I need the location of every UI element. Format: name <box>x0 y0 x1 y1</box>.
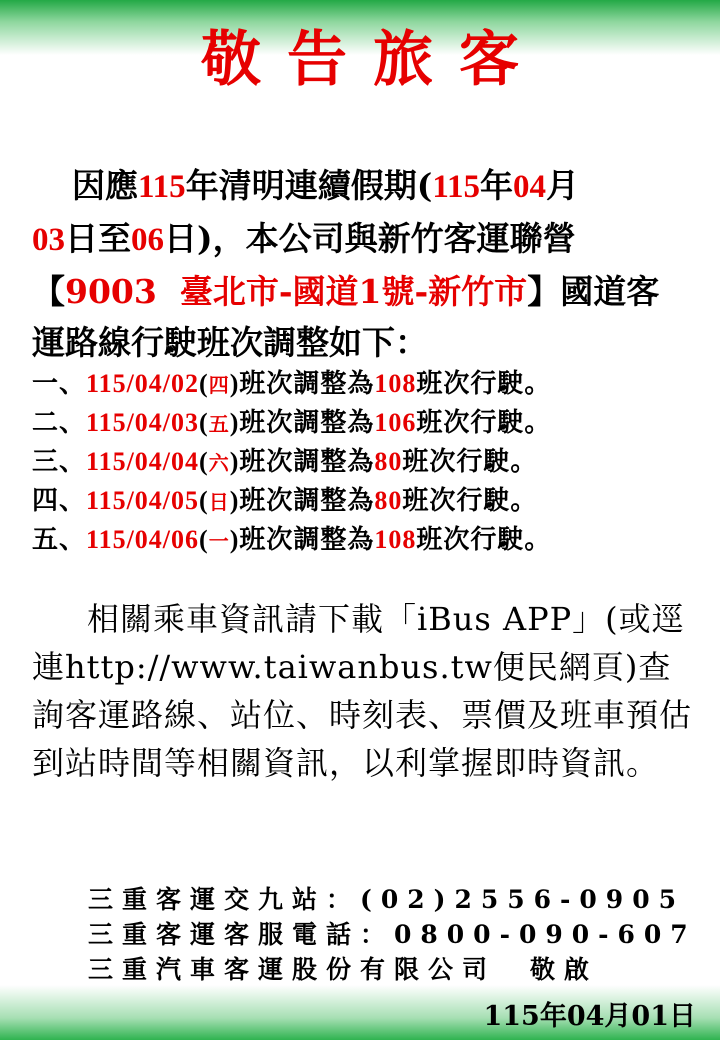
schedule-count: 108 <box>374 369 417 398</box>
intro-day-from: 03 <box>32 222 65 258</box>
schedule-date: 115/04/05 <box>86 486 200 515</box>
route-bracket-open: 【 <box>32 272 65 311</box>
route-bracket-close: 】 <box>527 272 561 311</box>
list-index: 一、 <box>32 369 87 399</box>
schedule-text: 班次調整為 <box>239 408 375 438</box>
intro-month: 04 <box>513 169 546 205</box>
contact-line: 三重客運客服電話：0800-090-607 <box>88 920 697 949</box>
schedule-text: 班次調整為 <box>239 369 375 399</box>
schedule-count: 106 <box>374 408 417 437</box>
schedule-text: 班次調整為 <box>239 447 375 477</box>
info-text: 相關乘車資訊請下載「iBus APP」(或逕連http://www.taiwanbus.tw便民網頁)查詢客運路線、站位、時刻表、票價及班車預估到站時間等相關資訊，以利掌握即時資訊。 <box>32 600 693 782</box>
info-paragraph <box>32 595 692 787</box>
list-item: 五、115/04/06(一)班次調整為108班次行駛。 <box>32 525 552 555</box>
schedule-count: 80 <box>374 447 403 476</box>
list-item: 二、115/04/03(五)班次調整為106班次行駛。 <box>32 408 552 438</box>
intro-text: 日至 <box>65 219 131 258</box>
list-item: 一、115/04/02(四)班次調整為108班次行駛。 <box>32 369 552 399</box>
intro-year: 115 <box>432 169 480 205</box>
intro-paragraph <box>32 160 692 368</box>
schedule-weekday: 一 <box>208 529 230 553</box>
schedule-date: 115/04/03 <box>86 408 200 437</box>
intro-text: 因應 <box>72 166 138 205</box>
schedule-count: 108 <box>374 525 417 554</box>
schedule-weekday: 五 <box>208 412 230 436</box>
list-index: 三、 <box>32 447 87 477</box>
schedule-suffix: 班次行駛。 <box>402 486 538 516</box>
signature-line: 三重汽車客運股份有限公司 敬啟 <box>88 955 599 984</box>
schedule-suffix: 班次行駛。 <box>402 447 538 477</box>
schedule-weekday: 四 <box>208 373 230 397</box>
list-item: 三、115/04/04(六)班次調整為80班次行駛。 <box>32 447 538 477</box>
list-item: 四、115/04/05(日)班次調整為80班次行駛。 <box>32 486 538 516</box>
schedule-list <box>32 365 692 560</box>
intro-day-to: 06 <box>131 222 164 258</box>
contact-line: 三重客運交九站：(02)2556-0905 <box>88 885 685 914</box>
page-title: 敬告旅客 <box>201 25 545 95</box>
schedule-weekday: 日 <box>208 490 230 514</box>
intro-text: 國道客運路線行駛班次調整如下： <box>32 272 660 362</box>
intro-text: 日)，本公司與新竹客運聯營 <box>164 219 576 258</box>
schedule-date: 115/04/06 <box>86 525 200 554</box>
route-name: 9003 臺北市-國道1號-新竹市 <box>65 272 528 311</box>
schedule-text: 班次調整為 <box>239 486 375 516</box>
schedule-weekday: 六 <box>208 451 230 475</box>
schedule-suffix: 班次行駛。 <box>416 369 552 399</box>
list-index: 五、 <box>32 525 87 555</box>
intro-year: 115 <box>138 169 186 205</box>
schedule-count: 80 <box>374 486 403 515</box>
list-index: 二、 <box>32 408 87 438</box>
schedule-date: 115/04/04 <box>86 447 200 476</box>
schedule-suffix: 班次行駛。 <box>416 525 552 555</box>
intro-text: 月 <box>546 166 579 205</box>
issue-date: 115年04月01日 <box>483 1001 696 1032</box>
intro-text: 年清明連續假期( <box>185 166 433 205</box>
contact-block <box>88 882 708 987</box>
intro-text: 年 <box>480 166 513 205</box>
schedule-text: 班次調整為 <box>239 525 375 555</box>
schedule-date: 115/04/02 <box>86 369 200 398</box>
list-index: 四、 <box>32 486 87 516</box>
schedule-suffix: 班次行駛。 <box>416 408 552 438</box>
